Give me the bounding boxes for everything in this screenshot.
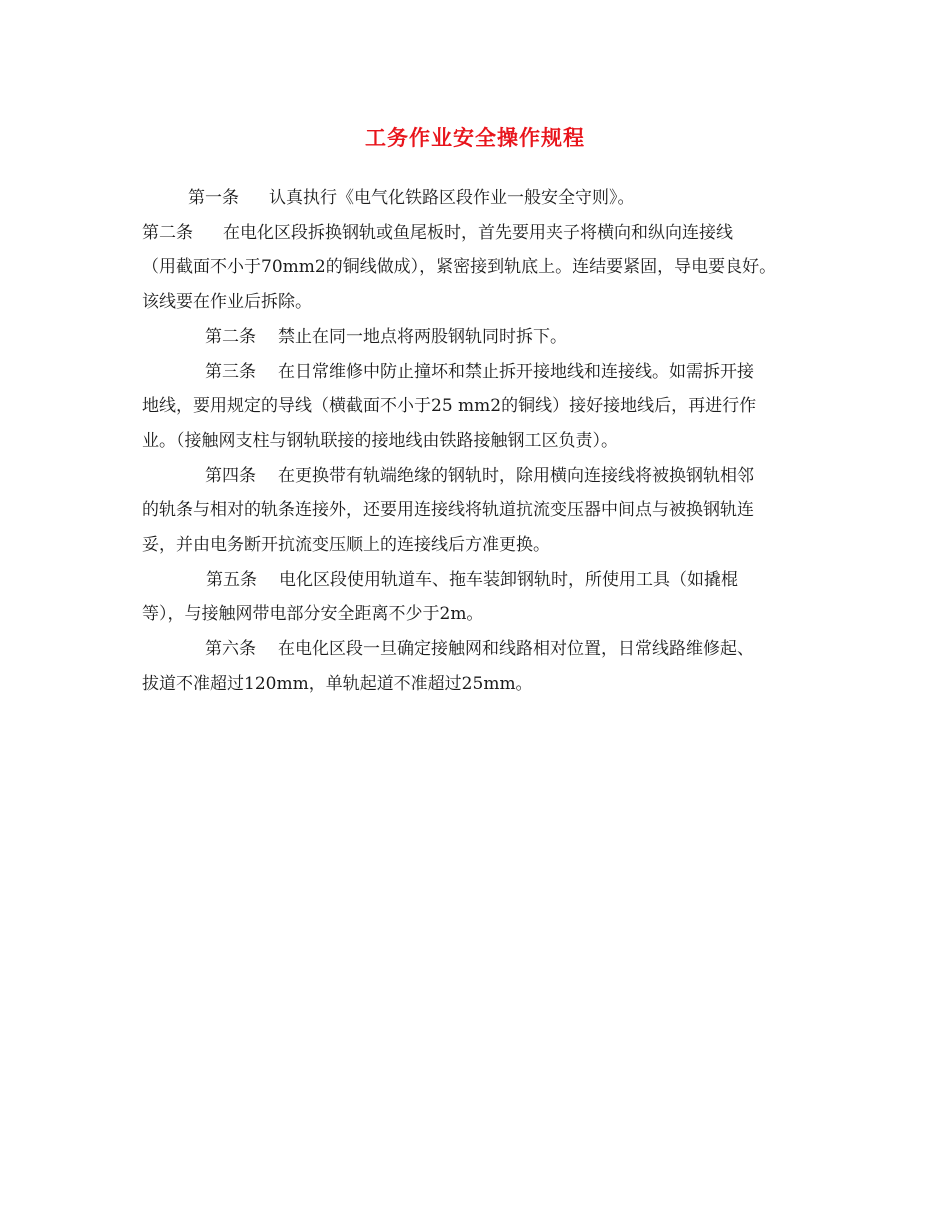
article-2-line-3: 该线要在作业后拆除。 [142, 292, 312, 313]
article-4-line-3: 妥，并由电务断开抗流变压顺上的连接线后方准更换。 [142, 535, 550, 556]
article-text: 在电化区段一旦确定接触网和线路相对位置，日常线路维修起、 [278, 639, 754, 660]
article-6 [142, 632, 827, 667]
article-text: 禁止在同一地点将两股钢轨同时拆下。 [278, 326, 567, 347]
article-number: 第二条 [205, 326, 256, 347]
document-title: 工务作业安全操作规程 [365, 125, 585, 150]
article-3-line-3: 业。（接触网支柱与钢轨联接的接地线由铁路接触钢工区负责）。 [142, 430, 618, 451]
article-text: 电化区段使用轨道车、拖车装卸钢轨时，所使用工具（如撬棍 [279, 569, 738, 590]
article-1 [142, 181, 827, 216]
article-number: 第二条 [142, 222, 193, 243]
article-2 [142, 216, 827, 251]
article-6-line-2: 拔道不准超过120mm，单轨起道不准超过25mm。 [142, 673, 533, 694]
article-2b [142, 320, 827, 355]
article-3-line-2: 地线，要用规定的导线（横截面不小于25 mm2的铜线）接好接地线后，再进行作 [142, 396, 757, 417]
article-text: 在日常维修中防止撞坏和禁止拆开接地线和连接线。如需拆开接 [278, 361, 754, 382]
article-number: 第三条 [205, 361, 256, 382]
article-text: 认真执行《电气化铁路区段作业一般安全守则》。 [269, 188, 635, 208]
article-2-line-2: （用截面不小于70mm2的铜线做成），紧密接到轨底上。连结要紧固，导电要良好。 [142, 257, 777, 278]
article-5 [142, 563, 827, 598]
article-text: 在更换带有轨端绝缘的钢轨时，除用横向连接线将被换钢轨相邻 [278, 465, 754, 486]
article-number: 第六条 [205, 639, 256, 660]
article-3 [142, 355, 827, 390]
article-number: 第五条 [206, 569, 257, 590]
article-text: 在电化区段拆换钢轨或鱼尾板时，首先要用夹子将横向和纵向连接线 [223, 222, 733, 243]
article-number: 第一条 [188, 188, 239, 208]
document-body [142, 181, 827, 702]
article-5-line-2: 等），与接触网带电部分安全距离不少于2m。 [142, 604, 484, 625]
article-number: 第四条 [205, 465, 256, 486]
article-4-line-2: 的轨条与相对的轨条连接外，还要用连接线将轨道抗流变压器中间点与被换钢轨连 [142, 500, 754, 521]
article-4 [142, 459, 827, 494]
